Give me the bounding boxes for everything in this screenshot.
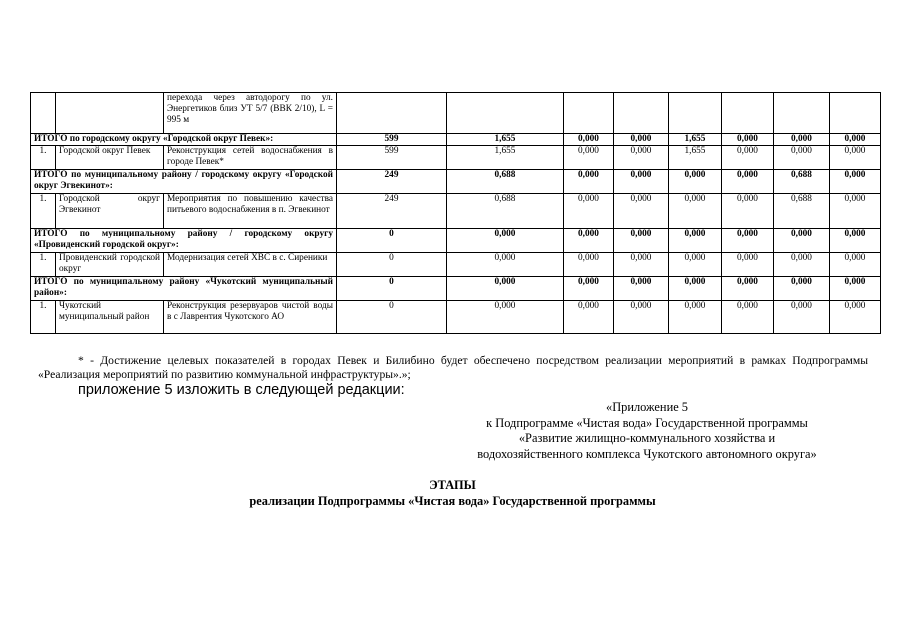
- value-cell: 0,000: [774, 146, 830, 170]
- instruction-text: приложение 5 изложить в следующей редакции:: [78, 382, 405, 398]
- value-cell: 0,000: [614, 253, 669, 277]
- appendix-line: «Приложение 5: [606, 400, 688, 414]
- value-cell: 0,000: [774, 301, 830, 334]
- value-cell: 0,000: [669, 194, 722, 229]
- section-total-label: ИТОГО по муниципальному району «Чукотский муниципальный район»:: [31, 277, 337, 301]
- value-cell: 0,000: [722, 194, 774, 229]
- value-cell: 0: [337, 253, 447, 277]
- value-cell: 0,000: [774, 253, 830, 277]
- document-subtitle: реализации Подпрограммы «Чистая вода» Государственной программы: [249, 494, 656, 508]
- value-cell: 0,000: [564, 253, 614, 277]
- value-cell: 0,688: [774, 194, 830, 229]
- total-value-cell: 0,000: [447, 229, 564, 253]
- table-row: [31, 194, 881, 229]
- district-name: Провиденский городской округ: [56, 253, 164, 277]
- total-value-cell: 0,688: [447, 170, 564, 194]
- measure-description: Модернизация сетей ХВС в с. Сиреники: [164, 253, 337, 277]
- appendix-line: к Подпрограмме «Чистая вода» Государственной программы: [486, 415, 808, 430]
- total-value-cell: 0,000: [774, 277, 830, 301]
- value-cell: 0,000: [614, 146, 669, 170]
- value-cell: 0,000: [722, 301, 774, 334]
- program-funding-table: [30, 92, 881, 334]
- section-total-label: ИТОГО по городскому округу «Городской округ Певек»:: [31, 134, 337, 146]
- value-cell: 0,000: [447, 301, 564, 334]
- appendix-header: [437, 400, 857, 462]
- table-row: [31, 93, 881, 134]
- total-value-cell: 0,000: [614, 170, 669, 194]
- total-value-cell: 0,000: [564, 229, 614, 253]
- section-total-label: ИТОГО по муниципальному району / городскому округу «Провиденский городской округ»:: [31, 229, 337, 253]
- value-cell: 0,000: [830, 253, 881, 277]
- value-cell: 0,000: [722, 253, 774, 277]
- total-value-cell: 0,000: [722, 229, 774, 253]
- value-cell: 0,688: [447, 194, 564, 229]
- section-total-row: [31, 170, 881, 194]
- measure-description: Реконструкция сетей водоснабжения в городе Певек*: [164, 146, 337, 170]
- total-value-cell: 0: [337, 229, 447, 253]
- measure-description: Мероприятия по повышению качества питьевого водоснабжения в п. Эгвекинот: [164, 194, 337, 229]
- value-cell: 0,000: [669, 301, 722, 334]
- value-cell: 0,000: [564, 146, 614, 170]
- section-total-label: ИТОГО по муниципальному району / городскому округу «Городской округ Эгвекинот»:: [31, 170, 337, 194]
- table-row: [31, 146, 881, 170]
- row-number: 1.: [31, 253, 56, 277]
- value-cell: 0,000: [830, 194, 881, 229]
- total-value-cell: 0,000: [774, 134, 830, 146]
- total-value-cell: 0,000: [447, 277, 564, 301]
- total-value-cell: 0,000: [614, 277, 669, 301]
- total-value-cell: 0,000: [669, 170, 722, 194]
- document-title: ЭТАПЫ: [429, 478, 476, 492]
- section-total-row: [31, 134, 881, 146]
- total-value-cell: 1,655: [669, 134, 722, 146]
- value-cell: 1,655: [447, 146, 564, 170]
- value-cell: 599: [337, 146, 447, 170]
- appendix-line: «Развитие жилищно-коммунального хозяйства и: [518, 431, 776, 446]
- value-cell: 249: [337, 194, 447, 229]
- total-value-cell: 0,000: [722, 170, 774, 194]
- district-name: Городской округ Эгвекинот: [56, 194, 164, 229]
- total-value-cell: 0,000: [830, 229, 881, 253]
- measure-description: перехода через автодорогу по ул. Энергетиков близ УТ 5/7 (ВВК 2/10), L = 995 м: [164, 93, 337, 134]
- total-value-cell: 599: [337, 134, 447, 146]
- total-value-cell: 1,655: [447, 134, 564, 146]
- total-value-cell: 0,000: [830, 170, 881, 194]
- district-name: Городской округ Певек: [56, 146, 164, 170]
- total-value-cell: 0,000: [830, 134, 881, 146]
- total-value-cell: 0,000: [774, 229, 830, 253]
- value-cell: 0,000: [669, 253, 722, 277]
- measure-description: Реконструкция резервуаров чистой воды в с Лаврентия Чукотского АО: [164, 301, 337, 334]
- total-value-cell: 0,000: [614, 134, 669, 146]
- value-cell: 0,000: [614, 301, 669, 334]
- value-cell: 0,000: [830, 146, 881, 170]
- row-number: 1.: [31, 194, 56, 229]
- total-value-cell: 0,000: [614, 229, 669, 253]
- value-cell: 0,000: [614, 194, 669, 229]
- value-cell: 1,655: [669, 146, 722, 170]
- row-number: 1.: [31, 301, 56, 334]
- total-value-cell: 0,000: [669, 277, 722, 301]
- appendix-line: водохозяйственного комплекса Чукотского автономного округа»: [477, 446, 817, 461]
- section-total-row: [31, 277, 881, 301]
- total-value-cell: 0: [337, 277, 447, 301]
- total-value-cell: 0,000: [722, 277, 774, 301]
- district-name: Чукотский муниципальный район: [56, 301, 164, 334]
- row-number: 1.: [31, 146, 56, 170]
- value-cell: 0,000: [447, 253, 564, 277]
- value-cell: 0,000: [564, 301, 614, 334]
- table-row: [31, 253, 881, 277]
- total-value-cell: 0,000: [669, 229, 722, 253]
- value-cell: 0,000: [722, 146, 774, 170]
- value-cell: 0,000: [564, 194, 614, 229]
- section-total-row: [31, 229, 881, 253]
- value-cell: 0: [337, 301, 447, 334]
- total-value-cell: 0,000: [830, 277, 881, 301]
- total-value-cell: 0,000: [564, 170, 614, 194]
- table-row: [31, 301, 881, 334]
- total-value-cell: 0,688: [774, 170, 830, 194]
- total-value-cell: 249: [337, 170, 447, 194]
- footnote: * - Достижение целевых показателей в городах Певек и Билибино будет обеспечено посредством реализации мероприятий в рамках Подпрограммы «Реализация мероприятий по развитию коммунальной инфраструктуры».»;: [38, 354, 868, 381]
- total-value-cell: 0,000: [722, 134, 774, 146]
- total-value-cell: 0,000: [564, 277, 614, 301]
- value-cell: 0,000: [830, 301, 881, 334]
- total-value-cell: 0,000: [564, 134, 614, 146]
